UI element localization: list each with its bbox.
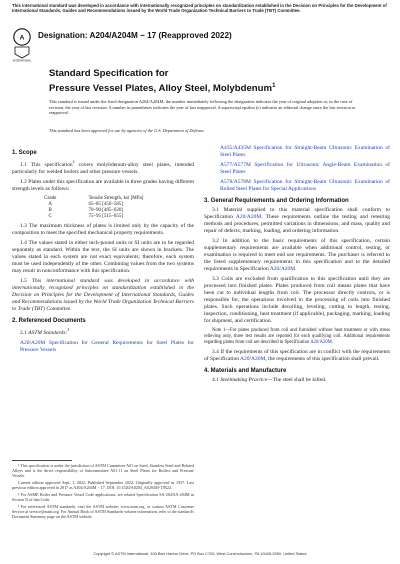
section-general-heading: 3. General Requirements and Ordering Information <box>204 198 349 204</box>
ref-a20[interactable]: A20/A20M Specification for General Requirements for Steel Plates for Pressure Vessels <box>20 339 194 353</box>
ref-link[interactable]: A20/A20M <box>240 356 266 362</box>
ref-a578-link[interactable]: A578/A578M <box>220 179 251 185</box>
para-3-1: 3.1 Material supplied to this material specification shall conform to Specification A20/A20M. These requirements outline the testing and retesting methods and procedures, permitted variations in dimensions, and mass, quality and repair of defects, marking, loading, and ordering information. <box>204 207 390 234</box>
standards-notice: This international standard was developed in accordance with internationally recognized principles on standardization established in the Decision on Principles for the Development of International Standards, Guides and Recommendations issued by the World Trade Organization Technical Barriers to Trade (TBT) Committee. <box>12 3 387 14</box>
grade-row: C 75–95 [515–655] <box>48 213 124 219</box>
section-materials-heading: 4. Materials and Manufacture <box>204 368 287 374</box>
logo-text: INTERNATIONAL <box>12 60 32 62</box>
right-column <box>204 145 390 387</box>
ref-a577[interactable]: A577/A577M Specification for Ultrasonic Angle-Beam Examination of Steel Plates <box>220 162 390 175</box>
footnote-1: ¹ This specification is under the jurisdiction of ASTM Committee A01 on Steel, Stainless Steel and Related Alloys and is the direct responsibility of Subcommittee A01.11 on Steel Plates for Boilers and Pressure Vessels. <box>12 463 194 479</box>
left-column <box>12 145 194 357</box>
para-3-4: 3.4 If the requirements of this specification are in conflict with the requirements of Specification A20/A20M, the requirements of this specification shall prevail. <box>204 349 390 362</box>
astm-logo <box>12 28 32 62</box>
para-2-1: 2.1 ASTM Standards:$^3$ <box>20 327 70 336</box>
svg-text:A: A <box>19 34 25 42</box>
grade-header: Grade <box>44 195 57 201</box>
copyright-line: Copyright © ASTM International, 100 Barr Harbor Drive, PO Box C700, West Conshohocken, PA 19428-2959. United States <box>93 551 307 556</box>
ref-link[interactable]: A20/A20M <box>310 340 332 345</box>
ref-a578[interactable]: A578/A578M Specification for Straight-Beam Ultrasonic Examination of Rolled Steel Plates for Special Applications <box>220 179 390 192</box>
ref-a20-link[interactable]: A20/A20M <box>20 339 46 346</box>
para-3-2: 3.2 In addition to the basic requirements of this specification, certain supplementary requirements are available when additional control, testing, or examination is required to meet end use requirements. The purchaser is referred to the listed supplementary requirements in this specification and to the detailed requirements in Specification A20/A20M. <box>204 238 390 272</box>
para-1-4: 1.4 The values stated in either inch-pound units or SI units are to be regarded separately as standard. Within the text, the SI units are shown in brackets. The values stated in each system are not exact equivalents; therefore, each system must be used independently of the other. Combining values from the two systems may result in nonconformance with this specification. <box>12 239 194 274</box>
para-1-3: 1.3 The maximum thickness of plates is limited only by the capacity of the composition to meet the specified mechanical property requirements. <box>12 222 194 236</box>
tensile-header: Tensile Strength, ksi [MPa] <box>88 195 144 201</box>
document-title <box>49 68 369 95</box>
footnote-2: ² For ASME Boiler and Pressure Vessel Code applications, see related Specification SA-204/SA-204M in Section II of that Code. <box>12 492 194 503</box>
grade-row: A 65–85 [450–585] <box>48 201 124 207</box>
grade-table <box>12 196 194 220</box>
designation: Designation: A204/A204M − 17 (Reapproved 2022) <box>38 31 232 40</box>
footnote-rule <box>12 460 72 461</box>
footnotes <box>12 463 194 521</box>
footnote-3: ³ For referenced ASTM standards, visit the ASTM website, www.astm.org, or contact ASTM Customer Service at service@astm.org. For Annual Book of ASTM Standards volume information, refer to the standard's Document Summary page on the ASTM website. <box>12 503 194 520</box>
section-scope-heading: 1. Scope <box>12 150 37 156</box>
ref-link[interactable]: A20/A20M <box>235 214 262 220</box>
dod-approval: This standard has been approved for use by agencies of the U.S. Department of Defense. <box>49 128 205 133</box>
para-1-1: 1.1 This specification$^2$ covers molybdenum-alloy steel plates, intended particularly for welded boilers and other pressure vessels. <box>12 160 194 175</box>
ref-a435[interactable]: A435/A435M Specification for Straight-Beam Ultrasonic Examination of Steel Plates <box>220 145 390 158</box>
section-refs-heading: 2. Referenced Documents <box>12 317 86 324</box>
ref-link[interactable]: A20/A20M <box>269 266 296 272</box>
title-line-2: Pressure Vessel Plates, Alloy Steel, Molybdenum$^1$ <box>49 83 276 95</box>
para-1-2: 1.2 Plates under this specification are available in three grades having different strength levels as follows: <box>12 178 194 192</box>
issued-statement: This standard is issued under the fixed designation A204/A204M; the number immediately following the designation indicates the year of original adoption or, in the case of revision, the year of last revision. A number in parentheses indicates the year of last reapproval. A superscript epsilon (ε) indicates an editorial change since the last revision or reapproval. <box>49 99 356 116</box>
ref-a435-link[interactable]: A435/A435M <box>220 145 251 151</box>
ref-a577-link[interactable]: A577/A577M <box>220 162 251 168</box>
note-1: Note 1—For plates produced from coil and furnished without heat treatment or with stress relieving only, three test results are reported for each qualifying coil. Additional requirements regarding plates from coil are described in Specification A20/A20M. <box>204 328 390 345</box>
footnote-1b: Current edition approved Sept. 1, 2022. Published September 2022. Originally approved in 1937. Last previous edition approved in 2017 as A204/A204M − 17. DOI: 10.1520/A0204_A0204M-17R22. <box>12 480 194 491</box>
para-4-1: 4.1 Steelmaking Practice—The steel shall be killed. <box>212 377 327 383</box>
para-1-5: 1.5 This international standard was developed in accordance with internationally recognized principles on standardization established in the Decision on Principles for the Development of International Standards, Guides and Recommendations issued by the World Trade Organization Technical Barriers to Trade (TBT) Committee. <box>12 277 194 312</box>
para-3-3: 3.3 Coils are excluded from qualification to this specification until they are processed into finished plates. Plates produced from coil means plates that have been cut to individual lengths from coil. The processor directly controls, or is responsible for, the operations involved in the processing of coils into finished plates. Such operations include decoiling, leveling, cutting to length, testing, inspection, conditioning, heat treatment (if applicable), packaging, marking, loading for shipment, and certification. <box>204 276 390 324</box>
grade-row: B 70–90 [485–620] <box>48 207 124 213</box>
title-line-1: Standard Specification for <box>49 68 169 79</box>
